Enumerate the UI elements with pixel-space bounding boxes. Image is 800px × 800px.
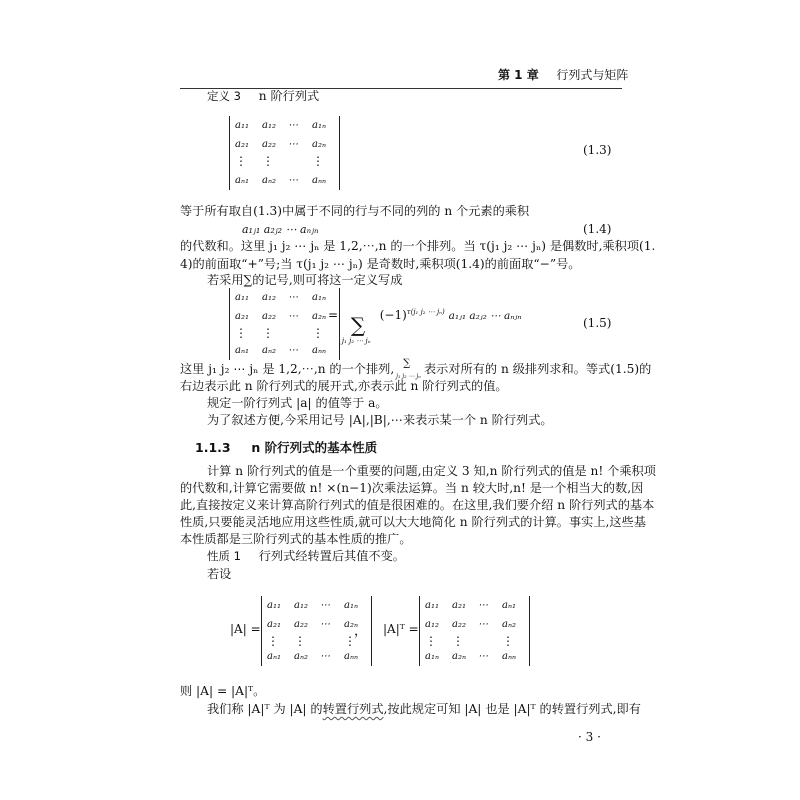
property-label: 性质 1 (207, 549, 241, 563)
det-cell: ⋮ (312, 154, 324, 168)
det-cell: ⋯ (288, 120, 298, 131)
det-cell: ⋯ (320, 619, 330, 630)
determinant-A-transpose (419, 596, 530, 666)
inline-sigma-subscript: j₁ j₂ ⋯ jₙ (396, 373, 421, 380)
chapter-label: 第 1 章 (498, 68, 539, 82)
det-cell: a₁₁ (235, 292, 249, 303)
transpose-determinant-term: 转置行列式 (322, 702, 384, 716)
sigma-subscript: j₁ j₂ ⋯ jₙ (341, 337, 371, 345)
paragraph-properties-5: 本性质都是三阶行列式的基本性质的推广。 (180, 532, 412, 546)
det-cell: a₂₂ (294, 619, 308, 630)
det-cell: a₂ₙ (452, 651, 467, 662)
det-cell: ⋯ (320, 600, 330, 611)
det-cell: a₂₂ (452, 619, 466, 630)
det-cell (320, 634, 344, 647)
det-cell: a₂₂ (262, 311, 276, 322)
det-cell: ⋮ (267, 634, 279, 648)
equation-number-1-3: (1.3) (583, 143, 612, 157)
det-cell: a₁₂ (294, 600, 308, 611)
page-number: · 3 · (578, 730, 601, 744)
sign-exponent: τ(j₁ j₂ ⋯ jₙ) (406, 308, 445, 316)
sum-product: a₁ⱼ₁ a₂ⱼ₂ ⋯ aₙⱼₙ (448, 310, 522, 322)
property-text: 行列式经转置后其值不变。 (258, 549, 405, 563)
paragraph-products: 等于所有取自(1.3)中属于不同的行与不同的列的 n 个元素的乘积 (180, 204, 530, 218)
det-cell: ⋮ (262, 154, 274, 168)
det-cell: a₁₂ (425, 619, 439, 630)
det-cell: aₙ₁ (267, 651, 282, 662)
paragraph-properties-4: 性质,只要能灵活地应用这些性质,就可以大大地简化 n 阶行列式的计算。事实上,这些基 (180, 515, 646, 529)
det-cell (478, 634, 502, 647)
det-cell (288, 154, 312, 171)
section-title: n 阶行列式的基本性质 (251, 440, 378, 455)
det-cell: a₁ₙ (312, 292, 327, 303)
det-cell: a₂₁ (235, 311, 249, 322)
det-cell: ⋮ (344, 634, 356, 648)
det-cell: a₂₁ (235, 139, 249, 150)
det-cell: a₂₂ (262, 139, 276, 150)
det-cell: aₙ₂ (262, 345, 277, 356)
det-cell: ⋮ (235, 326, 247, 340)
equation-number-1-5: (1.5) (583, 316, 612, 330)
det-cell: a₂ₙ (312, 311, 327, 322)
conclusion-text: 则 |A| = |A|ᵀ。 (180, 684, 266, 698)
det-cell: a₂ₙ (344, 619, 359, 630)
det-cell: a₁₂ (262, 292, 276, 303)
det-cell: a₂₁ (452, 600, 466, 611)
determinant-sum-form (229, 288, 340, 360)
det-cell: ⋮ (452, 634, 464, 648)
det-separator: ， (354, 624, 368, 639)
det-cell: a₂ₙ (312, 139, 327, 150)
det-cell: ⋮ (425, 634, 437, 648)
paragraph-properties-3: 此,直接按定义来计算高阶行列式的值是很困难的。在这里,我们要介绍 n 阶行列式的基本 (180, 498, 655, 512)
last-paragraph-a: 我们称 |A|ᵀ 为 |A| 的 (207, 702, 323, 716)
det-cell: ⋯ (478, 600, 488, 611)
paragraph-algebraic-sum-2: 4)的前面取“+”号;当 τ(j₁ j₂ ⋯ jₙ) 是奇数时,乘积项(1.4)的前面取“−”号。 (180, 257, 581, 271)
definition-text: n 阶行列式 (258, 89, 320, 103)
det-cell: aₙ₂ (502, 619, 517, 630)
det-cell: a₁₁ (425, 600, 439, 611)
sigma-symbol: ∑ (350, 313, 366, 337)
det-AT-label: |A|ᵀ = (383, 622, 419, 636)
definition-label: 定义 3 (207, 89, 241, 103)
det-cell: ⋮ (262, 326, 274, 340)
det-cell: ⋯ (320, 651, 330, 662)
paragraph-properties-2: 的代数和,计算它需要做 n! ×(n−1)次乘法运算。当 n 较大时,n! 是一个相当大的数,因 (180, 481, 644, 495)
det-A-label: |A| = (230, 622, 261, 636)
suppose-text: 若设 (207, 567, 232, 581)
det-cell: ⋮ (312, 326, 324, 340)
det-cell: ⋯ (288, 292, 298, 303)
det-cell: a₁ₙ (344, 600, 359, 611)
det-cell: aₙₙ (312, 345, 327, 356)
det-cell: aₙ₁ (235, 345, 250, 356)
det-cell: ⋮ (502, 634, 514, 648)
paragraph-algebraic-sum-1: 的代数和。这里 j₁ j₂ ⋯ jₙ 是 1,2,⋯,n 的一个排列。当 τ(j₁ j₂ ⋯ jₙ) 是偶数时,乘积项(1. (180, 239, 656, 253)
det-cell: aₙₙ (344, 651, 359, 662)
determinant-general (229, 116, 340, 190)
det-cell: aₙₙ (312, 175, 327, 186)
det-cell: aₙ₁ (502, 600, 517, 611)
det-cell: a₁₂ (262, 120, 276, 131)
equals-sign: = (328, 308, 339, 322)
section-number: 1.1.3 (195, 440, 231, 455)
det-cell: aₙ₁ (235, 175, 250, 186)
sum-formula (328, 308, 522, 345)
det-cell: a₁₁ (267, 600, 281, 611)
det-cell: ⋯ (478, 619, 488, 630)
sign-term: (−1) (379, 308, 407, 322)
det-cell: aₙ₂ (294, 651, 309, 662)
paragraph-properties-1: 计算 n 阶行列式的值是一个重要的问题,由定义 3 知,n 阶行列式的值是 n! 个乘积项 (207, 464, 656, 478)
product-expression: a₁ⱼ₁ a₂ⱼ₂ ⋯ aₙⱼₙ (242, 223, 319, 236)
det-cell: a₁₁ (235, 120, 249, 131)
paragraph-sigma-notation: 若采用∑的记号,则可将这一定义写成 (207, 273, 403, 287)
det-cell: ⋮ (235, 154, 247, 168)
det-cell: ⋯ (288, 311, 298, 322)
paragraph-notation: 为了叙述方便,今采用记号 |A|,|B|,⋯来表示某一个 n 阶行列式。 (207, 413, 553, 427)
det-cell (288, 326, 312, 341)
chapter-title: 行列式与矩阵 (556, 68, 629, 82)
inline-sigma: ∑ (403, 358, 411, 369)
det-cell: a₁ₙ (425, 651, 440, 662)
det-cell: ⋯ (288, 139, 298, 150)
paragraph-permutation-a: 这里 j₁ j₂ ⋯ jₙ 是 1,2,⋯,n 的一个排列, (180, 362, 395, 376)
det-cell: ⋮ (294, 634, 306, 648)
paragraph-expansion: 右边表示此 n 阶行列式的展开式,亦表示此 n 阶行列式的值。 (180, 379, 508, 393)
det-cell: a₁ₙ (312, 120, 327, 131)
det-cell: aₙ₂ (262, 175, 277, 186)
last-paragraph-b: ,按此规定可知 |A| 也是 |A|ᵀ 的转置行列式,即有 (383, 702, 641, 716)
det-cell: a₂₁ (267, 619, 281, 630)
det-cell: ⋯ (288, 175, 298, 186)
paragraph-first-order: 规定一阶行列式 |a| 的值等于 a。 (207, 396, 388, 410)
equation-number-1-4: (1.4) (583, 222, 612, 236)
det-cell: ⋯ (288, 345, 298, 356)
det-cell: ⋯ (478, 651, 488, 662)
det-cell: aₙₙ (502, 651, 517, 662)
paragraph-permutation-b: 表示对所有的 n 级排列求和。等式(1.5)的 (423, 362, 652, 376)
